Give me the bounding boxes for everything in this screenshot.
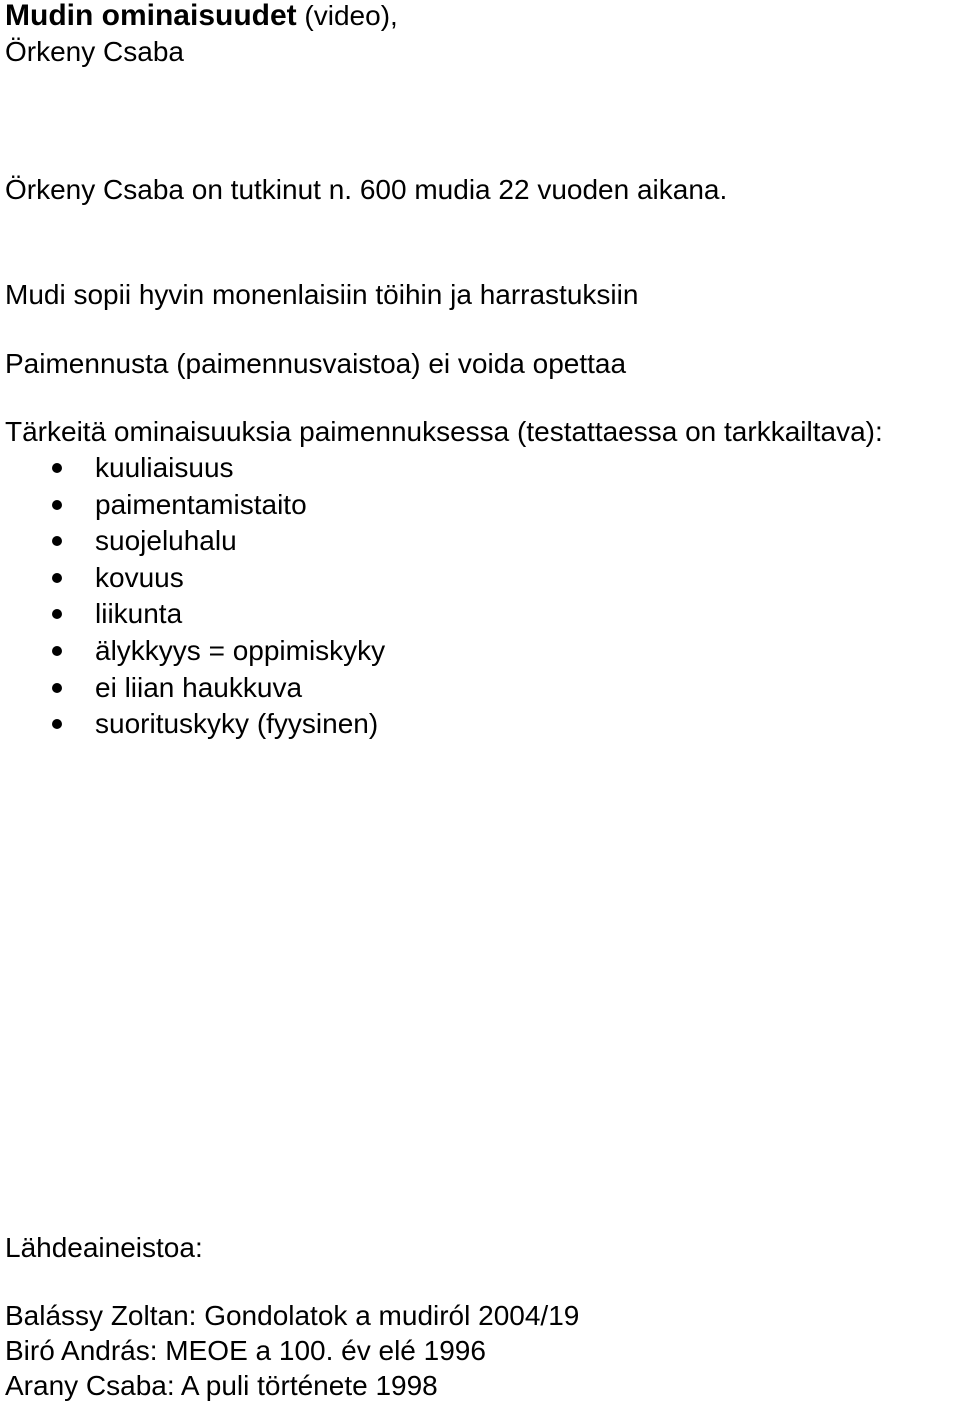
list-item [5, 706, 385, 743]
list-item [5, 560, 385, 597]
bullet-icon [52, 573, 62, 583]
list-item-label: kuuliaisuus [95, 452, 234, 483]
list-item-label: ei liian haukkuva [95, 671, 303, 703]
list-item [5, 487, 385, 524]
bullet-icon [52, 500, 62, 510]
document-title [5, 0, 398, 34]
list-item [5, 523, 385, 560]
list-item [5, 450, 385, 487]
traits-list [5, 450, 385, 743]
bullet-icon [52, 683, 62, 693]
source-item: Biró András: MEOE a 100. év elé 1996 [5, 1335, 486, 1366]
list-item-label: paimentamistaito [95, 488, 307, 520]
sources-heading: Lähdeaineistoa: [5, 1232, 203, 1263]
list-item-label: älykkyys = oppimiskyky [95, 634, 386, 666]
list-item [5, 596, 385, 633]
bullet-icon [52, 646, 62, 656]
list-item-label: suojeluhalu [95, 525, 237, 557]
list-item-label: liikunta [95, 598, 183, 630]
list-item-label: suorituskyky (fyysinen) [95, 708, 379, 740]
paragraph-research: Örkeny Csaba on tutkinut n. 600 mudia 22 vuoden aikana. [5, 174, 728, 205]
document-page [5, 0, 955, 1404]
traits-intro: Tärkeitä ominaisuuksia paimennuksessa (testattaessa on tarkkailtava): [5, 416, 883, 447]
bullet-icon [52, 719, 62, 729]
source-item: Balássy Zoltan: Gondolatok a mudiról 2004/19 [5, 1300, 580, 1331]
title-author: Örkeny Csaba [5, 36, 184, 67]
bullet-icon [52, 536, 62, 546]
paragraph-suitability: Mudi sopii hyvin monenlaisiin töihin ja harrastuksiin [5, 279, 639, 310]
list-item-label: kovuus [95, 561, 184, 593]
bullet-icon [52, 609, 62, 619]
title-main: Mudin ominaisuudet [5, 0, 297, 32]
list-item [5, 670, 385, 707]
source-item: Arany Csaba: A puli története 1998 [5, 1370, 438, 1401]
paragraph-herding: Paimennusta (paimennusvaistoa) ei voida opettaa [5, 348, 627, 379]
list-item [5, 633, 385, 670]
title-suffix: (video), [296, 0, 398, 31]
bullet-icon [52, 463, 62, 473]
